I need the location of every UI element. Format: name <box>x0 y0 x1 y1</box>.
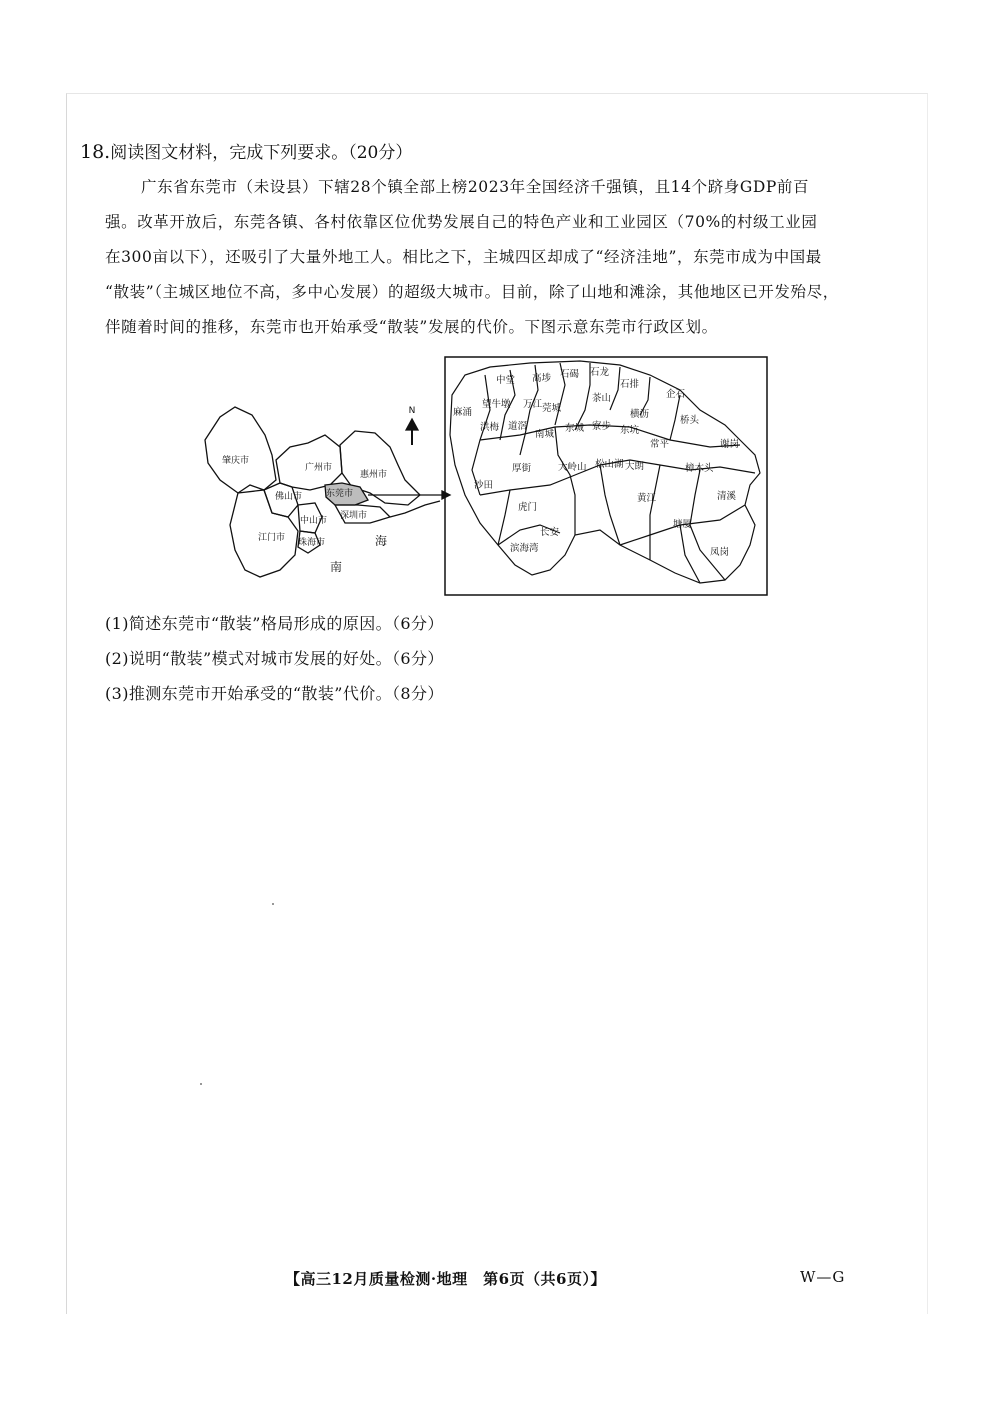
paragraph-line: 在300亩以下），还吸引了大量外地工人。相比之下，主城四区却成了“经济洼地”，东莞市成为中国最 <box>105 248 822 266</box>
regional-labels <box>222 406 415 574</box>
town-label: 桥头 <box>680 415 700 426</box>
town-label: 大岭山 <box>558 462 587 473</box>
scan-speck <box>200 1083 202 1085</box>
callout-arrow-head <box>442 491 450 499</box>
town-label: 滨海湾 <box>510 543 539 554</box>
town-label: 石碣 <box>560 369 580 380</box>
town-label: 横沥 <box>630 409 650 420</box>
north-label: N <box>408 406 416 416</box>
town-label: 企石 <box>666 389 686 400</box>
town-label: 樟木头 <box>685 463 714 474</box>
town-label: 南城 <box>535 429 555 440</box>
town-label: 大朗 <box>625 461 645 472</box>
paragraph-line: 伴随着时间的推移，东莞市也开始承受“散装”发展的代价。下图示意东莞市行政区划。 <box>105 318 718 336</box>
sub-question-3: (3)推测东莞市开始承受的“散装”代价。（8分） <box>105 684 444 703</box>
city-label: 深圳市 <box>340 511 368 521</box>
paragraph-line: “散装”（主城区地位不高，多中心发展）的超级大城市。目前，除了山地和滩涂，其他地区已开发殆尽， <box>105 283 839 301</box>
town-label: 虎门 <box>518 502 538 513</box>
city-label: 珠海市 <box>298 538 326 548</box>
sub-question-2: (2)说明“散装”模式对城市发展的好处。（6分） <box>105 649 444 668</box>
town-label: 道滘 <box>508 421 528 432</box>
sub-question-1: (1)简述东莞市“散装”格局形成的原因。（6分） <box>105 614 444 633</box>
town-label: 东坑 <box>620 425 640 436</box>
page-footer: 【高三12月质量检测·地理 第6页（共6页）】 <box>285 1270 606 1288</box>
city-label: 中山市 <box>300 516 328 526</box>
sea-label: 南 <box>330 560 343 574</box>
paragraph-line: 强。改革开放后，东莞各镇、各村依靠区位优势发展自己的特色产业和工业园区（70%的村级工业园 <box>105 213 818 231</box>
town-label: 望牛墩 <box>482 399 511 410</box>
city-label: 江门市 <box>258 533 286 543</box>
city-label: 佛山市 <box>275 492 303 502</box>
town-label: 茶山 <box>592 393 612 404</box>
material-paragraph <box>105 170 840 345</box>
town-label: 黄江 <box>637 493 657 504</box>
town-label: 长安 <box>540 527 560 538</box>
sea-label: 海 <box>375 534 388 548</box>
town-label: 莞城 <box>542 403 562 414</box>
paragraph-line: 广东省东莞市（未设县）下辖28个镇全部上榜2023年全国经济千强镇，且14个跻身GDP前百 <box>141 178 810 196</box>
town-labels <box>453 366 739 558</box>
map-figure <box>180 355 780 600</box>
town-label: 常平 <box>650 439 670 450</box>
question-prompt: 阅读图文材料，完成下列要求。（20分） <box>110 143 413 163</box>
town-label: 东城 <box>565 423 585 434</box>
map-svg <box>180 355 780 600</box>
town-label: 凤岗 <box>710 547 730 558</box>
town-label: 洪梅 <box>480 422 500 433</box>
coast <box>390 501 440 517</box>
town-label: 厚街 <box>512 463 532 474</box>
town-label: 松山湖 <box>595 459 624 470</box>
town-label: 塘厦 <box>673 519 693 530</box>
town-label: 石排 <box>620 379 640 390</box>
city-label: 广州市 <box>305 463 333 473</box>
town-label: 中堂 <box>496 375 516 386</box>
city-label: 东莞市 <box>326 489 354 499</box>
town-label: 高埗 <box>532 373 552 384</box>
town-label: 谢岗 <box>720 439 740 450</box>
paper-code: W—G <box>800 1268 846 1286</box>
town-label: 清溪 <box>717 491 737 502</box>
outline-zhaoqing <box>205 407 276 493</box>
town-label: 麻涌 <box>453 407 473 418</box>
city-label: 肇庆市 <box>222 456 250 466</box>
town-label: 石龙 <box>590 367 610 378</box>
city-label: 惠州市 <box>360 470 388 480</box>
town-label: 万江 <box>523 399 543 410</box>
town-label: 寮步 <box>592 421 612 432</box>
scan-speck <box>272 903 274 905</box>
question-header <box>80 140 412 165</box>
town-label: 沙田 <box>474 480 494 491</box>
north-arrow-head <box>406 419 418 430</box>
question-number: 18. <box>80 141 111 163</box>
